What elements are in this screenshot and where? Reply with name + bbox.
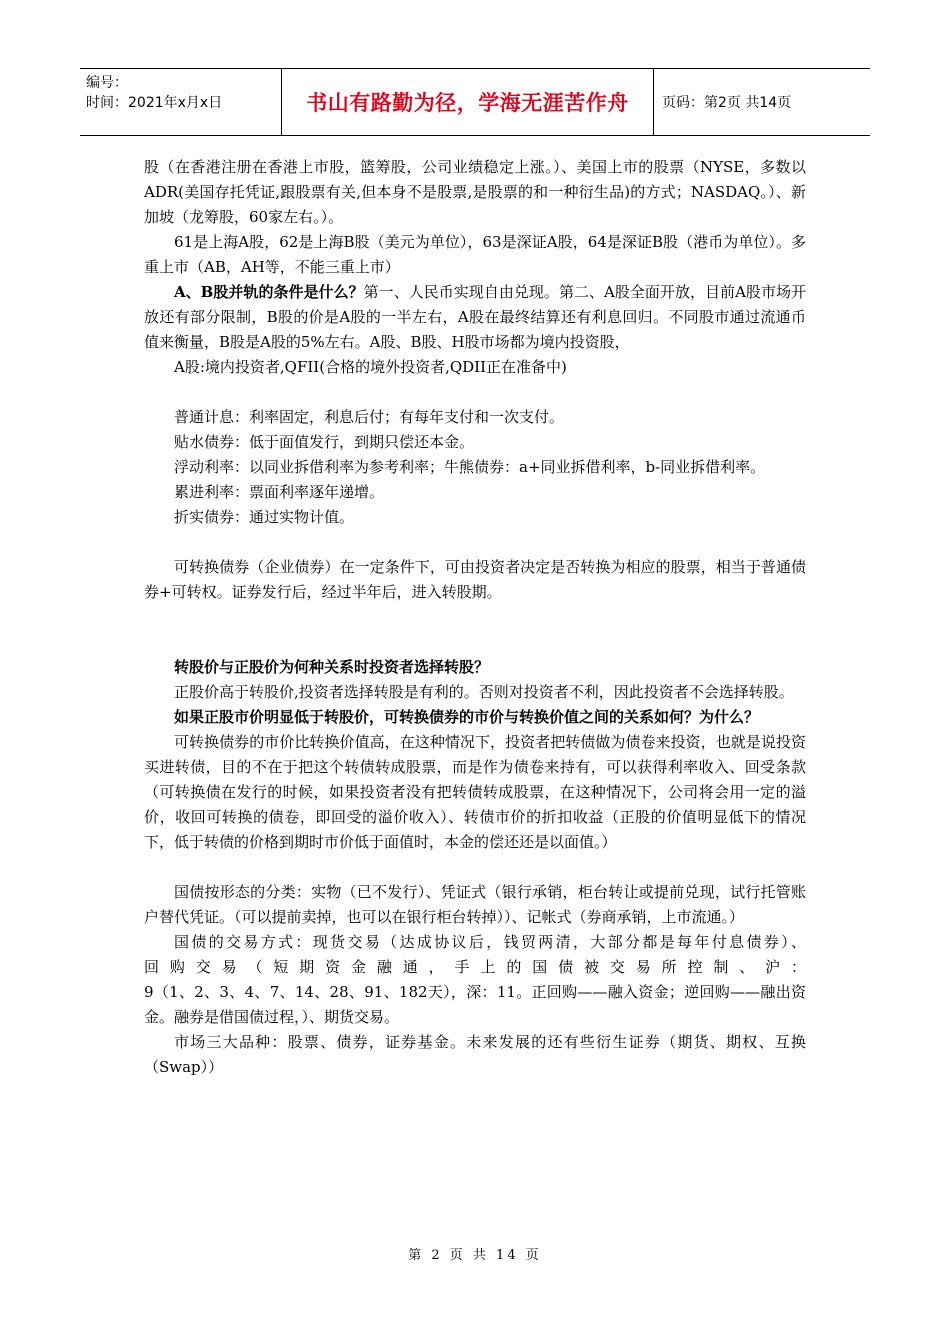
paragraph: 可转换债券（企业债券）在一定条件下，可由投资者决定是否转换为相应的股票，相当于普通债券+可转权。证券发行后，经过半年后，进入转股期。: [144, 558, 806, 601]
paragraph-line: 国债的交易方式：现货交易（达成协议后，钱贸两清，大部分都是每年付息债券）、: [174, 933, 806, 951]
paragraph: 累进利率：票面利率逐年递增。: [174, 483, 385, 501]
paragraph: 国债按形态的分类：实物（已不发行）、凭证式（银行承销，柜台转让或提前兑现，试行托管账户替代凭证。（可以提前卖掉，也可以在银行柜台转掉））、记帐式（券商承销，上市流通。）: [144, 883, 806, 926]
paragraph: 市场三大品种：股票、债券，证券基金。未来发展的还有些衍生证券（期货、期权、互换（Swap））: [144, 1033, 806, 1076]
paragraph: 贴水债券：低于面值发行，到期只偿还本金。: [174, 433, 475, 451]
spacer: [144, 855, 806, 880]
document-body: [144, 155, 806, 1080]
header-page-info: 页码：第2页 共14页: [662, 95, 792, 111]
paragraph: 可转换债券的市价比转换价值高，在这种情况下，投资者把转债做为债卷来投资，也就是说投资买进转债，目的不在于把这个转债转成股票，而是作为债卷来持有，可以获得利率收入、回受条款（可转换债在发行的时候，如果投资者没有把转债转成股票，在这种情况下，公司将会用一定的溢价，收回可转换的债卷，即回受的溢价收入）、转债市价的折扣收益（正股的价值明显低下的情况下，低于转债的价格到期时市价低于面值时，本金的偿还还是以面值。）: [144, 733, 806, 851]
spacer: [144, 380, 806, 405]
paragraph: 折实债券：通过实物计值。: [174, 508, 355, 526]
question-heading: 如果正股市价明显低于转股价，可转换债券的市价与转换价值之间的关系如何？为什么？: [174, 708, 760, 726]
paragraph-text: 第一、人民币实现自由兑现。第二、A股全面开放，目前A股市场开放还有部分限制，B股的价是A股的一半左右，A股在最终结算还有利息回归。不同股市通过流通币值来衡量，B股是A股的5%左右。A股、B股、H股市场都为境内投资股，: [144, 283, 806, 351]
paragraph: 浮动利率：以同业拆借利率为参考利率；牛熊债券：a+同业拆借利率，b-同业拆借利率。: [174, 458, 766, 476]
header-meta: [80, 69, 282, 135]
paragraph: 普通计息：利率固定，利息后付；有每年支付和一次支付。: [174, 408, 565, 426]
paragraph: A股:境内投资者,QFII(合格的境外投资者,QDII正在准备中): [174, 358, 567, 376]
paragraph: [144, 280, 806, 355]
paragraph: 正股价高于转股价,投资者选择转股是有利的。否则对投资者不利，因此投资者不会选择转股。: [174, 683, 794, 701]
paragraph-line: 回购交易（短期资金融通，手上的国债被交易所控制、沪：: [144, 958, 806, 976]
header-motto: 书山有路勤为径，学海无涯苦作舟: [282, 69, 654, 135]
paragraph: 61是上海A股，62是上海B股（美元为单位），63是深证A股，64是深证B股（港币为单位）。多重上市（AB，AH等，不能三重上市）: [144, 233, 806, 276]
paragraph: 股（在香港注册在香港上市股，篮筹股，公司业绩稳定上涨。）、美国上市的股票（NYSE，多数以ADR(美国存托凭证,跟股票有关,但本身不是股票,是股票的和一种衍生品)的方式；NASDAQ。）、新加坡（龙筹股，60家左右。）。: [144, 158, 806, 226]
page-header: [80, 68, 870, 136]
question-heading: 转股价与正股价为何种关系时投资者选择转股？: [174, 658, 490, 676]
time-label: 时间：2021年x月x日: [86, 95, 223, 111]
page-footer: 第 2 页 共 14 页: [408, 1248, 542, 1263]
paragraph: 9（1、2、3、4、7、14、28、91、182天），深：11。正回购——融入资金；逆回购——融出资金。融券是借国债过程，）、期货交易。: [144, 983, 806, 1026]
spacer: [144, 605, 806, 655]
number-label: 编号：: [86, 75, 128, 91]
question-heading: A、B股并轨的条件是什么？: [174, 283, 364, 301]
spacer: [144, 530, 806, 555]
